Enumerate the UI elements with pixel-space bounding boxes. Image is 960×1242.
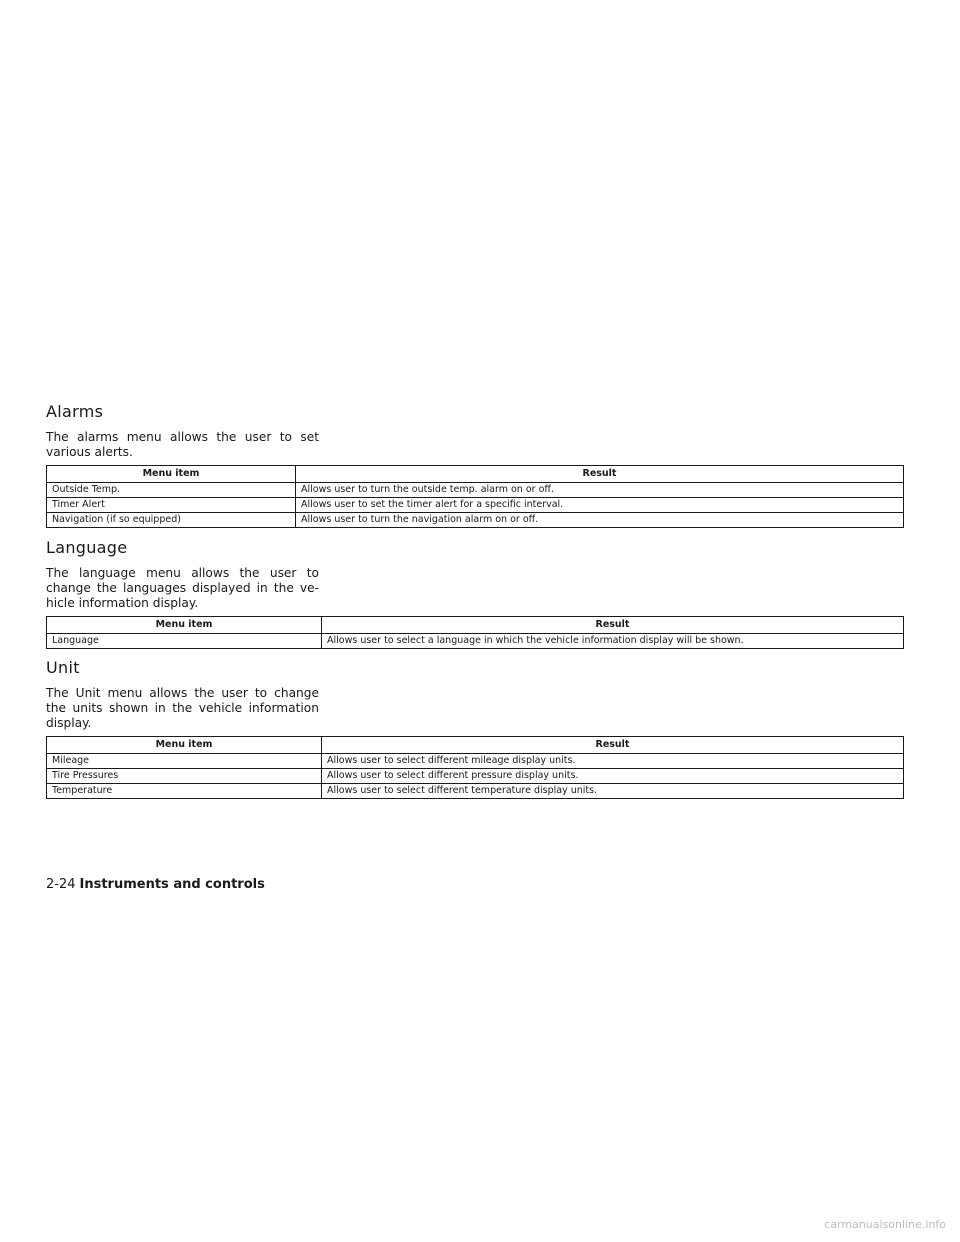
watermark: carmanualsonline.info — [824, 1218, 946, 1231]
page-number: 2-24 — [46, 877, 76, 892]
table-row — [47, 784, 904, 799]
menu-item-header: Menu item — [47, 737, 322, 754]
result-cell: Allows user to select different pressure display units. — [322, 769, 904, 784]
language-table — [46, 616, 904, 649]
language-heading: Language — [46, 538, 128, 557]
unit-table — [46, 736, 904, 799]
table-row — [47, 634, 904, 649]
unit-intro-line: display. — [46, 716, 92, 730]
menu-item-header: Menu item — [47, 617, 322, 634]
alarms-table — [46, 465, 904, 528]
alarms-section — [46, 402, 319, 460]
result-header: Result — [322, 617, 904, 634]
table-header-row — [47, 737, 904, 754]
unit-intro — [46, 686, 319, 731]
alarms-heading: Alarms — [46, 402, 104, 421]
menu-item-cell: Timer Alert — [47, 498, 296, 513]
page-footer — [46, 877, 265, 893]
unit-intro-line: The Unit menu allows the user to change — [46, 686, 319, 700]
table-row — [47, 483, 904, 498]
menu-item-cell: Mileage — [47, 754, 322, 769]
result-header: Result — [296, 466, 904, 483]
result-cell: Allows user to select different temperature display units. — [322, 784, 904, 799]
alarms-intro-line: The alarms menu allows the user to set — [46, 430, 319, 444]
menu-item-cell: Navigation (if so equipped) — [47, 513, 296, 528]
menu-item-cell: Temperature — [47, 784, 322, 799]
table-row — [47, 498, 904, 513]
menu-item-cell: Tire Pressures — [47, 769, 322, 784]
menu-item-cell: Language — [47, 634, 322, 649]
alarms-intro — [46, 430, 319, 460]
menu-item-cell: Outside Temp. — [47, 483, 296, 498]
table-row — [47, 769, 904, 784]
unit-intro-line: the units shown in the vehicle information — [46, 701, 319, 715]
result-cell: Allows user to turn the navigation alarm on or off. — [296, 513, 904, 528]
result-cell: Allows user to set the timer alert for a specific interval. — [296, 498, 904, 513]
result-cell: Allows user to select different mileage display units. — [322, 754, 904, 769]
result-cell: Allows user to turn the outside temp. alarm on or off. — [296, 483, 904, 498]
unit-section — [46, 658, 319, 731]
language-intro-line: hicle information display. — [46, 596, 199, 610]
alarms-intro-line: various alerts. — [46, 445, 133, 459]
result-cell: Allows user to select a language in which the vehicle information display will be shown. — [322, 634, 904, 649]
table-header-row — [47, 466, 904, 483]
table-header-row — [47, 617, 904, 634]
language-intro-line: change the languages displayed in the ve- — [46, 581, 319, 595]
language-intro — [46, 566, 319, 611]
result-header: Result — [322, 737, 904, 754]
chapter-title: Instruments and controls — [79, 877, 265, 892]
language-section — [46, 538, 319, 611]
table-row — [47, 513, 904, 528]
menu-item-header: Menu item — [47, 466, 296, 483]
language-intro-line: The language menu allows the user to — [46, 566, 319, 580]
table-row — [47, 754, 904, 769]
unit-heading: Unit — [46, 658, 80, 677]
